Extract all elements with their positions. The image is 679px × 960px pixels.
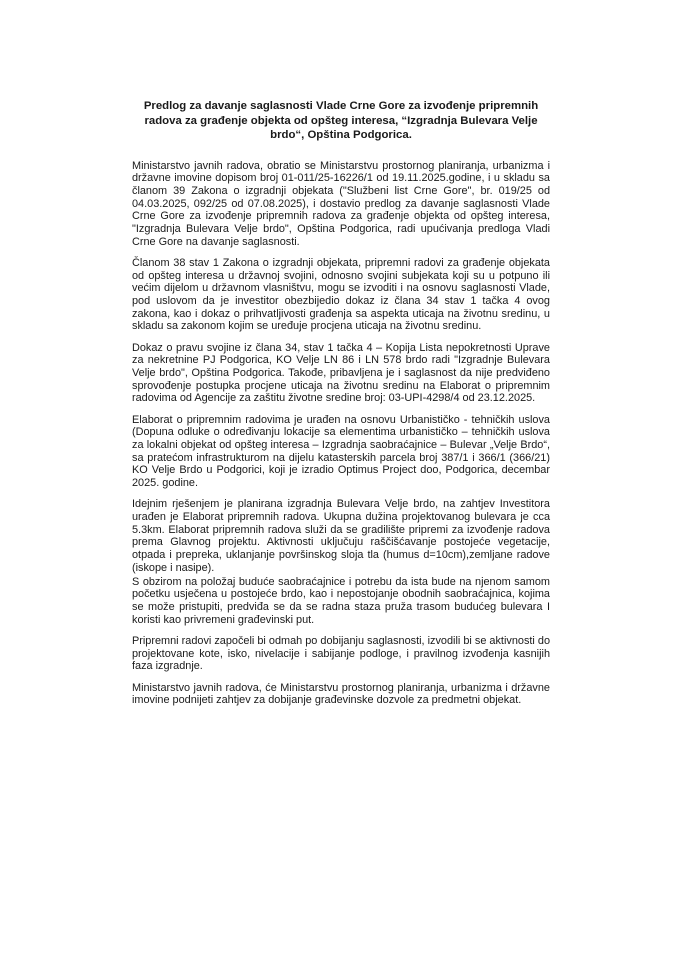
paragraph-elaborat: Elaborat o pripremnim radovima je urađen na osnovu Urbanističko - tehničkih uslova (Dopuna odluke o određivanju lokacije sa elementima urbanističko – tehničkih uslova za lokalni objekat od opšteg interesa – Izgradnja saobraćajnice – Bulevar „Velje Brdo“, sa pratećom infrastrukturom na dijelu katasterskih parcela broj 387/1 i 366/1 (366/21) KO Velje Brdo u Podgorici, koji je izradio Optimus Project doo, Podgorica, decembar 2025. godine. xyxy=(132,413,550,490)
paragraph-project-description: Idejnim rješenjem je planirana izgradnja Bulevara Velje brdo, na zahtjev Investitora urađen je Elaborat pripremnih radova. Ukupna dužina projektovanog bulevara je cca 5.3km. Elaborat pripremnih radova služi da se gradilište pripremi za izvođenje radova prema Glavnog projektu. Aktivnosti uključuju raščišćavanje postojeće vegetacije, otpada i prepreka, uklanjanje površinskog sloja tla (humus d=10cm),zemljane radove (iskope i nasipe). xyxy=(132,498,550,574)
paragraph-works-start: Pripremni radovi započeli bi odmah po dobijanju saglasnosti, izvodili bi se aktivnosti do projektovane kote, isko, nivelacije i sabijanje podloge, i pravilnog izvođenja kasnijih faza izgradnje. xyxy=(132,634,550,673)
paragraph-request: Ministarstvo javnih radova, obratio se Ministarstvu prostornog planiranja, urbanizma i državne imovine dopisom broj 01-011/25-16226/1 od 19.11.2025.godine, i u skladu sa članom 39 Zakona o izgradnji objekata ("Službeni list Crne Gore", br. 019/25 od 04.03.2025, 092/25 od 07.08.2025), i dostavio predlog za davanje saglasnosti Vlade Crne Gore za izvođenje pripremnih radova za građenje objekta od opšteg interesa, "Izgradnja Bulevara Velje brdo", Opština Podgorica, radi upućivanja predloga Vladi Crne Gore na davanje saglasnosti. xyxy=(132,159,550,248)
paragraph-ownership-proof: Dokaz o pravu svojine iz člana 34, stav 1 tačka 4 – Kopija Lista nepokretnosti Uprave za nekretnine PJ Podgorica, KO Velje LN 86 i LN 578 brdo radi "Izgradnje Bulevara Velje brdo", Opština Podgorica. Takođe, pribavljena je i saglasnost da nije predviđeno sprovođenje postupka procjene uticaja na životnu sredinu na Elaborat o pripremnim radovima od Agencije za zaštitu životne sredine broj: 03-UPI-4298/4 od 23.12.2025. xyxy=(132,341,550,405)
paragraph-access-road: S obzirom na položaj buduće saobraćajnice i potrebu da ista bude na njenom samom početku usječena u postojeće brdo, kao i nepostojanje obodnih saobraćajnica, kojima se može pristupiti, predviđa se da se radna staza pruža trasom budućeg bulevara I koristi kao privremeni građevinski put. xyxy=(132,575,550,626)
paragraph-legal-basis: Članom 38 stav 1 Zakona o izgradnji objekata, pripremni radovi za građenje objekata od opšteg interesa u državnoj svojini, odnosno svojini subjekata koji su u potpuno ili većim dijelom u državnom vlasništvu, mogu se izvoditi i na osnovu saglasnosti Vlade, pod uslovom da je investitor obezbijedio dokaz iz člana 34 stav 1 tačka 4 ovog zakona, kao i dokaz o prihvatljivosti građenja sa aspekta uticaja na životnu sredinu, u skladu sa zakonom kojim se uređuje procjena uticaja na životnu sredinu. xyxy=(132,256,550,333)
document-title: Predlog za davanje saglasnosti Vlade Crne Gore za izvođenje pripremnih radova za građenje objekta od opšteg interesa, “Izgradnja Bulevara Velje brdo“, Opština Podgorica. xyxy=(143,100,539,141)
document-page xyxy=(132,99,550,715)
paragraph-building-permit: Ministarstvo javnih radova, će Ministarstvu prostornog planiranja, urbanizma i državne imovine podnijeti zahtjev za dobijanje građevinske dozvole za predmetni objekat. xyxy=(132,681,550,707)
